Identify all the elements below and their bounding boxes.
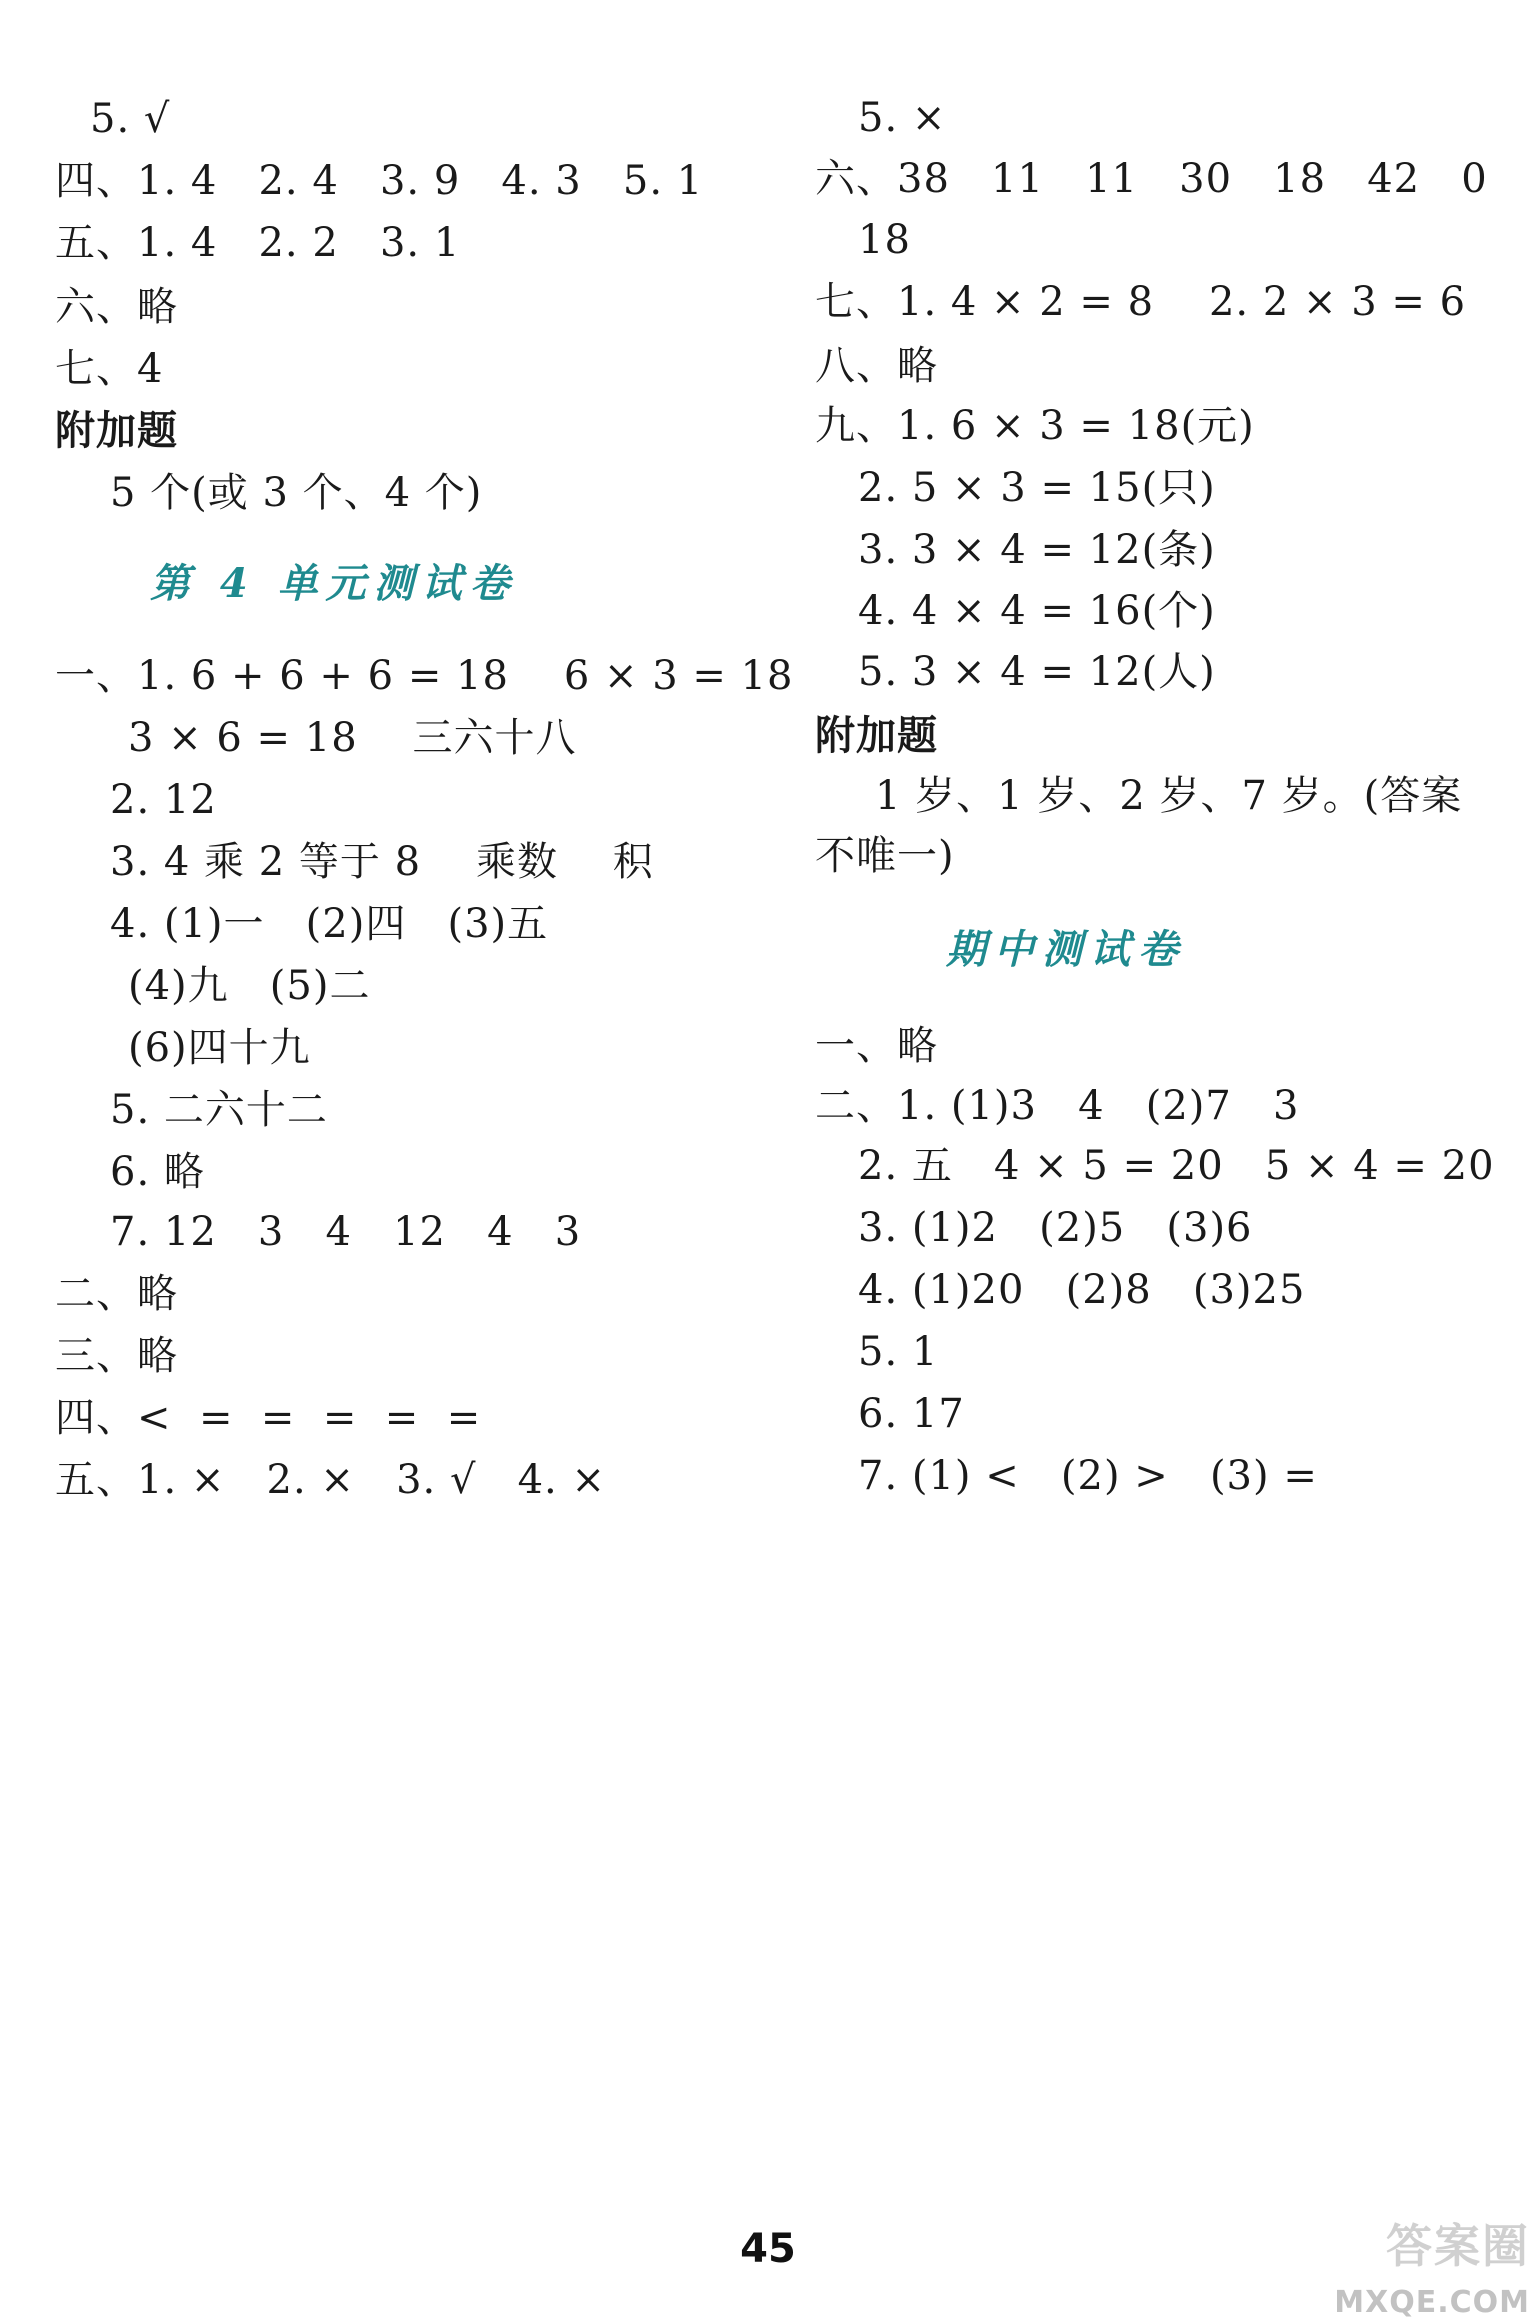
left-answer-line: 五、1. × 2. × 3. √ 4. × — [55, 1457, 606, 1503]
left-answer-line: (6)四十九 — [128, 1025, 311, 1071]
left-answer-line: 三、略 — [55, 1333, 178, 1379]
right-answer-line: 4. (1)20 (2)8 (3)25 — [858, 1267, 1306, 1313]
left-answer-line: 二、略 — [55, 1271, 178, 1317]
right-answer-line: 七、1. 4 × 2 = 8 2. 2 × 3 = 6 — [815, 279, 1467, 325]
left-answer-line: 3. 4 乘 2 等于 8 乘数 积 — [110, 839, 654, 885]
left-answer-line: 5. 二六十二 — [110, 1087, 328, 1133]
left-answer-line: 一、1. 6 + 6 + 6 = 18 6 × 3 = 18 — [55, 653, 794, 699]
left-answer-line: 六、略 — [55, 284, 178, 330]
right-answer-line: 2. 五 4 × 5 = 20 5 × 4 = 20 — [858, 1143, 1495, 1189]
right-column — [815, 0, 1536, 2240]
left-answer-line: 四、< = = = = = — [55, 1395, 482, 1441]
left-answer-line: 3 × 6 = 18 三六十八 — [128, 715, 577, 761]
right-answer-line: 六、38 11 11 30 18 42 0 — [815, 156, 1488, 202]
right-answer-line: 附加题 — [815, 712, 938, 759]
left-answer-line: 5. √ — [90, 96, 171, 142]
left-answer-line: 七、4 — [55, 346, 164, 392]
right-answer-line: 一、略 — [815, 1023, 938, 1069]
left-section-heading: 第 4 单元测试卷 — [150, 560, 518, 607]
right-answer-line: 3. 3 × 4 = 12(条) — [858, 527, 1216, 573]
right-answer-line: 2. 5 × 3 = 15(只) — [858, 465, 1216, 511]
right-answer-line: 4. 4 × 4 = 16(个) — [858, 588, 1216, 634]
watermark-logo — [1330, 2210, 1530, 2320]
right-answer-line: 八、略 — [815, 343, 938, 389]
left-answer-line: 6. 略 — [110, 1149, 205, 1195]
right-answer-line: 不唯一) — [815, 833, 955, 879]
right-answer-line: 6. 17 — [858, 1391, 965, 1437]
right-answer-line: 1 岁、1 岁、2 岁、7 岁。(答案 — [875, 773, 1463, 819]
left-column — [55, 0, 820, 2240]
left-answer-line: 四、1. 4 2. 4 3. 9 4. 3 5. 1 — [55, 158, 704, 204]
right-answer-line: 18 — [858, 217, 911, 263]
right-section-heading: 期中测试卷 — [946, 926, 1186, 973]
left-answer-line: 2. 12 — [110, 777, 217, 823]
watermark-top-text: 答案圈 — [1386, 2219, 1530, 2273]
left-answer-line: 4. (1)一 (2)四 (3)五 — [110, 901, 549, 947]
right-answer-line: 二、1. (1)3 4 (2)7 3 — [815, 1083, 1300, 1129]
page-number: 45 — [740, 2226, 796, 2272]
right-answer-line: 5. 3 × 4 = 12(人) — [858, 649, 1216, 695]
left-answer-line: 附加题 — [55, 407, 178, 454]
left-answer-line: (4)九 (5)二 — [128, 963, 371, 1009]
watermark-bottom-text: MXQE.COM — [1334, 2285, 1530, 2320]
left-answer-line: 5 个(或 3 个、4 个) — [110, 470, 483, 516]
right-answer-line: 7. (1) < (2) > (3) = — [858, 1453, 1318, 1499]
left-answer-line: 五、1. 4 2. 2 3. 1 — [55, 220, 461, 266]
right-answer-line: 5. 1 — [858, 1329, 939, 1375]
right-answer-line: 5. × — [858, 95, 947, 141]
right-answer-line: 九、1. 6 × 3 = 18(元) — [815, 403, 1255, 449]
left-answer-line: 7. 12 3 4 12 4 3 — [110, 1209, 582, 1255]
right-answer-line: 3. (1)2 (2)5 (3)6 — [858, 1205, 1253, 1251]
